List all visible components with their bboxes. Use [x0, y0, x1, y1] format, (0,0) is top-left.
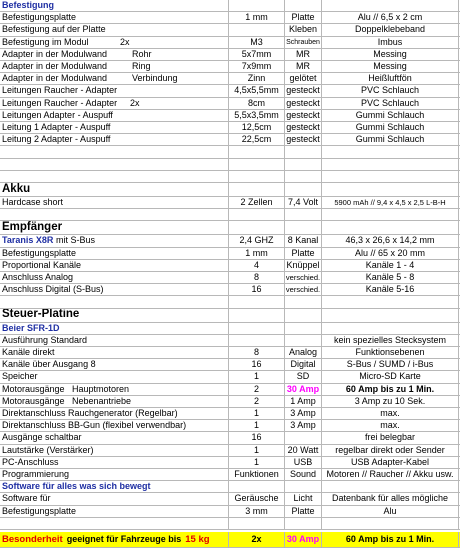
table-row: [0, 37, 460, 49]
column-divider: [458, 481, 459, 492]
column-divider: [458, 248, 459, 259]
item-label: Motorausgänge: [2, 395, 65, 406]
note-cell: Messing: [373, 61, 407, 72]
column-divider: [458, 0, 459, 11]
column-divider: [321, 183, 322, 196]
column-divider: [458, 197, 459, 208]
value-cell: 7x9mm: [241, 61, 272, 72]
column-divider: [284, 146, 285, 157]
column-divider: [458, 146, 459, 157]
item-cell: [2, 85, 228, 96]
note-cell: S-Bus / SUMD / i-Bus: [346, 359, 434, 370]
column-divider: [458, 272, 459, 283]
value-cell: 3 mm: [245, 505, 268, 516]
type-cell: 30 Amp: [286, 383, 320, 394]
type-cell: verschied.: [285, 272, 321, 282]
section-subtitle: Beier SFR-1D: [2, 322, 60, 333]
value-cell: 5x7mm: [241, 48, 272, 59]
column-divider: [458, 432, 459, 443]
type-cell: MR: [296, 48, 310, 59]
type-cell: gesteckt: [286, 134, 320, 145]
type-cell: 3 Amp: [290, 420, 316, 431]
table-row: [0, 445, 460, 457]
besonderheit-weight: 15 kg: [185, 533, 210, 545]
type-cell: Analog: [288, 347, 318, 358]
item-detail: Verbindung: [132, 73, 178, 84]
type-cell: 1 Amp: [290, 395, 316, 406]
note-cell: frei belegbar: [364, 432, 416, 443]
item-cell: [2, 408, 228, 419]
item-label: Anschluss Digital (S-Bus): [2, 284, 104, 295]
table-row: [0, 248, 460, 260]
table-row: [0, 272, 460, 284]
column-divider: [284, 0, 285, 11]
value-cell: 8cm: [247, 97, 265, 108]
value-cell: 2 Zellen: [240, 197, 273, 208]
empty-row: [0, 296, 460, 308]
type-cell: 3 Amp: [290, 408, 316, 419]
column-divider: [458, 493, 459, 504]
item-cell: [2, 37, 228, 48]
item-cell: [2, 73, 228, 84]
item-label: Befestigungsplatte: [2, 12, 77, 23]
table-row: [0, 284, 460, 296]
column-divider: [458, 408, 459, 419]
table-row: [0, 420, 460, 432]
item-label: Leitung 1 Adapter - Auspuff: [2, 122, 111, 133]
note-cell: 60 Amp bis zu 1 Min.: [345, 534, 435, 544]
note-cell: Kanäle 1 - 4: [365, 259, 415, 270]
column-divider: [458, 371, 459, 382]
column-divider: [284, 221, 285, 234]
column-divider: [458, 260, 459, 271]
column-divider: [321, 0, 322, 11]
column-divider: [284, 209, 285, 220]
value-cell: 12,5cm: [241, 122, 272, 133]
column-divider: [228, 518, 229, 529]
column-divider: [284, 171, 285, 182]
table-row: [0, 85, 460, 97]
note-cell: 60 Amp bis zu 1 Min.: [345, 383, 435, 394]
value-cell: [229, 335, 284, 346]
item-cell: [2, 98, 228, 109]
empty-row: [0, 171, 460, 183]
value-cell: 5,5x3,5mm: [234, 109, 279, 120]
table-row: [0, 347, 460, 359]
item-cell: [2, 235, 228, 246]
table-row: [0, 371, 460, 383]
column-divider: [228, 309, 229, 322]
value-cell: [229, 24, 284, 35]
value-cell: 16: [251, 432, 262, 443]
item-detail: 2x: [120, 36, 130, 47]
item-label: Adapter in der Modulwand: [2, 61, 108, 72]
type-cell: Platte: [291, 12, 315, 23]
table-row: [0, 432, 460, 444]
column-divider: [458, 457, 459, 468]
type-cell: Schrauben: [286, 38, 320, 46]
value-cell: 1 mm: [245, 12, 268, 23]
column-divider: [458, 24, 459, 35]
type-cell: 30 Amp: [286, 534, 320, 544]
column-divider: [458, 335, 459, 346]
column-divider: [321, 518, 322, 529]
column-divider: [284, 518, 285, 529]
column-divider: [458, 221, 459, 234]
value-cell: 1: [253, 444, 259, 455]
column-divider: [458, 171, 459, 182]
table-row: [0, 61, 460, 73]
besonderheit-label: Besonderheit: [2, 533, 63, 545]
column-divider: [458, 359, 459, 370]
item-cell: [2, 493, 228, 504]
value-cell: 1: [253, 456, 259, 467]
value-cell: M3: [250, 36, 263, 47]
item-cell: [2, 134, 228, 145]
value-cell: 1: [253, 408, 259, 419]
type-cell: 20 Watt: [287, 444, 319, 455]
note-cell: 5900 mAh // 9,4 x 4,5 x 2,5 L-B-H: [334, 197, 446, 207]
column-divider: [458, 159, 459, 170]
type-cell: [285, 335, 321, 346]
column-divider: [228, 323, 229, 334]
column-divider: [458, 73, 459, 84]
value-cell: 8: [253, 347, 259, 358]
column-divider: [458, 98, 459, 109]
note-cell: Motoren // Raucher // Akku usw.: [326, 469, 454, 480]
value-cell: 2,4 GHZ: [239, 235, 274, 246]
item-cell: [2, 420, 228, 431]
note-cell: 46,3 x 26,6 x 14,2 mm: [345, 235, 435, 246]
note-cell: Alu // 65 x 20 mm: [354, 247, 426, 258]
value-cell: Zinn: [247, 73, 266, 84]
column-divider: [228, 171, 229, 182]
item-label: Leitung 2 Adapter - Auspuff: [2, 134, 111, 145]
column-divider: [458, 183, 459, 196]
value-cell: 1 mm: [245, 247, 268, 258]
item-label: Hardcase short: [2, 197, 64, 208]
table-row: [0, 73, 460, 85]
item-label: Anschluss Analog: [2, 272, 74, 283]
column-divider: [228, 0, 229, 11]
type-cell: SD: [296, 371, 310, 382]
item-cell: [2, 359, 228, 370]
column-divider: [458, 309, 459, 322]
column-divider: [228, 296, 229, 307]
type-cell: Sound: [289, 469, 317, 480]
note-cell: Gummi Schlauch: [355, 109, 425, 120]
column-divider: [228, 481, 229, 492]
item-label: Leitungen Adapter - Auspuff: [2, 109, 113, 120]
note-cell: Heißluftfön: [368, 73, 412, 84]
item-cell: [2, 432, 228, 443]
column-divider: [458, 384, 459, 395]
column-divider: [284, 323, 285, 334]
section-title: Empfänger: [2, 221, 63, 234]
item-cell: [2, 384, 228, 395]
note-cell: Kanäle 5 - 8: [365, 272, 415, 283]
type-cell: 7,4 Volt: [287, 197, 319, 208]
note-cell: max.: [380, 408, 400, 419]
item-cell: [2, 347, 228, 358]
column-divider: [458, 284, 459, 295]
item-label: PC-Anschluss: [2, 456, 59, 467]
column-divider: [284, 183, 285, 196]
section-header-akku: [0, 183, 460, 197]
type-cell: verschied.: [285, 285, 321, 295]
column-divider: [458, 37, 459, 48]
note-cell: Imbus: [377, 36, 403, 47]
type-cell: Platte: [291, 505, 315, 516]
besonderheit-row: [0, 532, 460, 548]
item-label: Ausführung Standard: [2, 334, 88, 345]
item-label: Proportional Kanäle: [2, 259, 82, 270]
value-cell: 2: [253, 395, 259, 406]
item-label: Kanäle über Ausgang 8: [2, 359, 96, 370]
item-label: Befestigung im Modul: [2, 36, 89, 47]
item-cell: [2, 272, 228, 283]
item-cell: [2, 61, 228, 72]
item-cell: [2, 248, 228, 259]
item-cell: [2, 24, 228, 35]
empty-row: [0, 146, 460, 158]
column-divider: [458, 506, 459, 517]
value-cell: 2x: [251, 534, 262, 544]
column-divider: [458, 209, 459, 220]
item-detail: Nebenantriebe: [72, 395, 132, 406]
column-divider: [458, 420, 459, 431]
column-divider: [284, 159, 285, 170]
column-divider: [228, 159, 229, 170]
note-cell: regelbar direkt oder Sender: [335, 444, 445, 455]
item-label: Adapter in der Modulwand: [2, 73, 108, 84]
table-row: [0, 235, 460, 247]
value-cell: 4: [253, 259, 259, 270]
column-divider: [228, 146, 229, 157]
note-cell: Kanäle 5-16: [365, 284, 415, 295]
item-cell: [2, 469, 228, 480]
column-divider: [284, 296, 285, 307]
type-cell: gesteckt: [286, 109, 320, 120]
item-label: Leitungen Raucher - Adapter: [2, 85, 118, 96]
column-divider: [321, 171, 322, 182]
item-label: Taranis X8R: [2, 235, 54, 246]
type-cell: Kleben: [288, 24, 318, 35]
item-label: Befestigungsplatte: [2, 505, 77, 516]
section-title: Software für alles was sich bewegt: [2, 481, 151, 492]
note-cell: Gummi Schlauch: [355, 134, 425, 145]
note-cell: PVC Schlauch: [360, 85, 420, 96]
table-row: [0, 493, 460, 505]
item-label: Speicher: [2, 371, 38, 382]
table-row: [0, 12, 460, 24]
item-cell: [2, 197, 228, 208]
column-divider: [321, 481, 322, 492]
type-cell: 8 Kanal: [287, 235, 319, 246]
value-cell: 8: [253, 272, 259, 283]
column-divider: [458, 49, 459, 60]
column-divider: [458, 85, 459, 96]
item-cell: [2, 260, 228, 271]
item-cell: [2, 110, 228, 121]
column-divider: [458, 110, 459, 121]
table-row: [0, 260, 460, 272]
item-label: Befestigungsplatte: [2, 247, 77, 258]
column-divider: [458, 122, 459, 133]
item-label: Software für: [2, 493, 51, 504]
column-divider: [458, 518, 459, 529]
note-cell: Doppelklebeband: [354, 24, 426, 35]
note-cell: Micro-SD Karte: [359, 371, 421, 382]
table-row: [0, 98, 460, 110]
value-cell: 1: [253, 371, 259, 382]
table-row: [0, 110, 460, 122]
table-row: [0, 359, 460, 371]
column-divider: [228, 209, 229, 220]
type-cell: USB: [293, 456, 313, 467]
item-label: Motorausgänge: [2, 383, 65, 394]
column-divider: [228, 221, 229, 234]
table-row: [0, 457, 460, 469]
empty-row: [0, 518, 460, 530]
note-cell: max.: [380, 420, 400, 431]
table-row: [0, 396, 460, 408]
column-divider: [321, 159, 322, 170]
empty-row: [0, 159, 460, 171]
column-divider: [458, 235, 459, 246]
table-row: [0, 384, 460, 396]
note-cell: Gummi Schlauch: [355, 122, 425, 133]
note-cell: Messing: [373, 48, 407, 59]
item-cell: [2, 122, 228, 133]
column-divider: [321, 296, 322, 307]
item-label: Adapter in der Modulwand: [2, 48, 108, 59]
column-divider: [458, 12, 459, 23]
item-detail: 2x: [130, 97, 140, 108]
section-header-empfaenger: [0, 221, 460, 235]
note-cell: Alu // 6,5 x 2 cm: [357, 12, 423, 23]
type-cell: gesteckt: [286, 85, 320, 96]
column-divider: [321, 146, 322, 157]
value-cell: 16: [251, 359, 262, 370]
type-cell: MR: [296, 61, 310, 72]
column-divider: [458, 445, 459, 456]
note-cell: PVC Schlauch: [360, 97, 420, 108]
value-cell: 2: [253, 383, 259, 394]
section-title: Akku: [2, 183, 31, 195]
note-cell: Funktionsebenen: [355, 347, 425, 358]
item-label: Direktanschluss BB-Gun (flexibel verwendbar): [2, 420, 187, 431]
item-label: Lautstärke (Verstärker): [2, 444, 94, 455]
column-divider: [458, 61, 459, 72]
besonderheit-text: geeignet für Fahrzeuge bis: [66, 534, 182, 544]
table-row: [0, 134, 460, 146]
column-divider: [458, 323, 459, 334]
table-row: [0, 469, 460, 481]
item-detail: mit S-Bus: [56, 235, 96, 246]
item-cell: [2, 371, 228, 382]
item-label: Direktanschluss Rauchgenerator (Regelbar): [2, 408, 178, 419]
section-header-software: [0, 481, 460, 493]
note-cell: Alu: [383, 505, 397, 516]
item-detail: Ring: [132, 61, 151, 72]
column-divider: [458, 396, 459, 407]
table-row: [0, 506, 460, 518]
item-label: Programmierung: [2, 469, 70, 480]
value-cell: Funktionen: [234, 469, 279, 480]
column-divider: [284, 309, 285, 322]
section-title: Steuer-Platine: [2, 308, 80, 321]
type-cell: Digital: [290, 359, 316, 370]
item-label: Leitungen Raucher - Adapter: [2, 97, 118, 108]
type-cell: gelötet: [289, 73, 317, 84]
section-header-steuer: [0, 309, 460, 323]
item-cell: [2, 506, 228, 517]
table-row: [0, 122, 460, 134]
column-divider: [321, 323, 322, 334]
table-row: [0, 24, 460, 36]
item-label: Ausgänge schaltbar: [2, 432, 82, 443]
section-header-befestigung: [0, 0, 460, 12]
value-cell: Geräusche: [234, 493, 279, 504]
note-cell: 3 Amp zu 10 Sek.: [354, 395, 426, 406]
table-row: [0, 408, 460, 420]
item-cell: [2, 445, 228, 456]
table-row: [0, 197, 460, 209]
item-cell: [2, 49, 228, 60]
column-divider: [321, 221, 322, 234]
item-detail: Hauptmotoren: [72, 383, 130, 394]
empty-row: [0, 209, 460, 221]
column-divider: [321, 309, 322, 322]
column-divider: [458, 134, 459, 145]
value-cell: 4,5x5,5mm: [234, 85, 279, 96]
type-cell: Platte: [291, 247, 315, 258]
value-cell: 22,5cm: [241, 134, 272, 145]
column-divider: [458, 347, 459, 358]
column-divider: [458, 469, 459, 480]
item-detail: Rohr: [132, 48, 152, 59]
note-cell: Datenbank für alles mögliche: [331, 493, 449, 504]
type-cell: Knüppel: [286, 259, 320, 270]
type-cell: gesteckt: [286, 97, 320, 108]
item-cell: [2, 284, 228, 295]
column-divider: [458, 296, 459, 307]
type-cell: gesteckt: [286, 122, 320, 133]
item-label: Befestigung auf der Platte: [2, 24, 106, 35]
table-row: [0, 49, 460, 61]
note-cell: USB Adapter-Kabel: [350, 456, 430, 467]
section-title: Befestigung: [2, 0, 55, 11]
section-subtitle-row: [0, 323, 460, 335]
column-divider: [228, 183, 229, 196]
column-divider: [321, 209, 322, 220]
type-cell: Licht: [293, 493, 313, 504]
item-label: Kanäle direkt: [2, 347, 55, 358]
value-cell: 1: [253, 420, 259, 431]
value-cell: 16: [251, 284, 262, 295]
type-cell: [285, 432, 321, 443]
table-row: [0, 335, 460, 347]
item-cell: [2, 396, 228, 407]
column-divider: [284, 481, 285, 492]
item-cell: [2, 335, 228, 346]
note-cell: kein spezielles Stecksystem: [333, 334, 447, 345]
item-cell: [2, 12, 228, 23]
item-cell: [2, 457, 228, 468]
